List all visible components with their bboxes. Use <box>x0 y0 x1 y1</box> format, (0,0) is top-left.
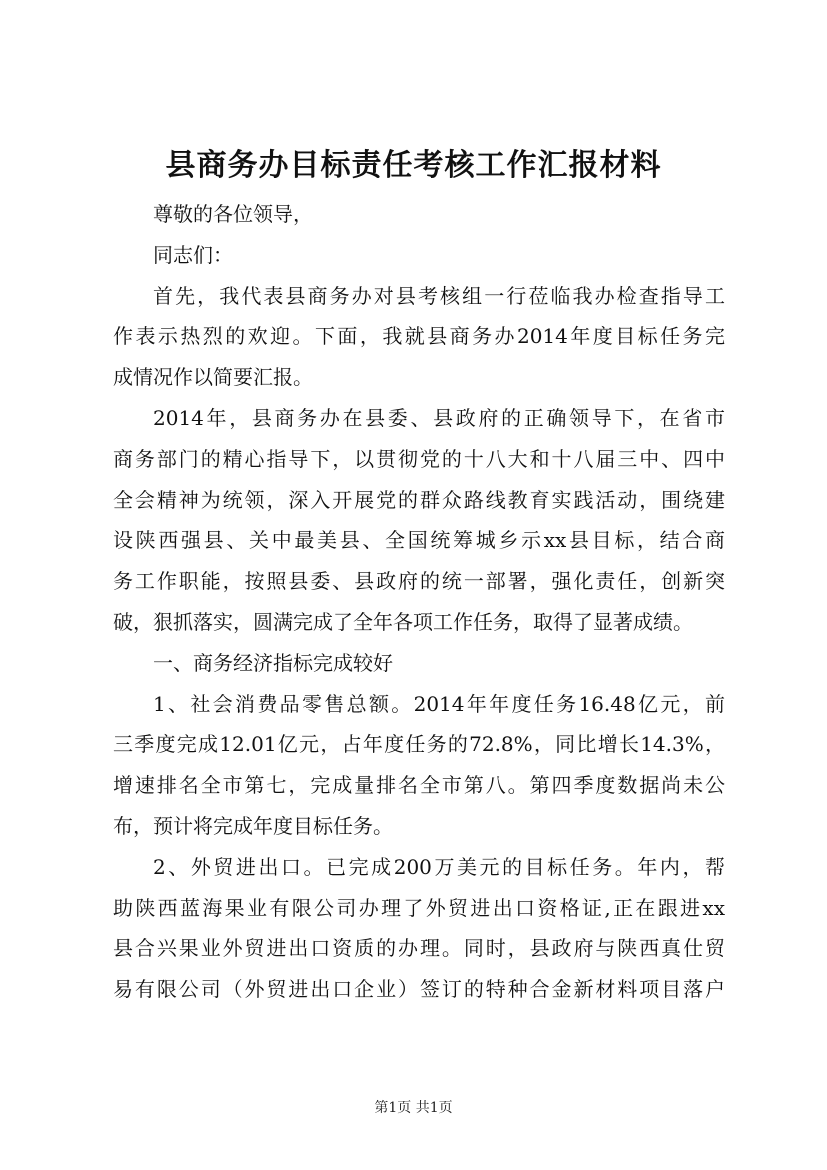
text-line: 助陕西蓝海果业有限公司办理了外贸进出口资格证,正在跟进xx <box>113 895 725 920</box>
text-line: 增速排名全市第七，完成量排名全市第八。第四季度数据尚未公 <box>113 773 725 798</box>
text-line: 首先，我代表县商务办对县考核组一行莅临我办检查指导工 <box>153 283 725 308</box>
text-line: 2、外贸进出口。已完成200万美元的目标任务。年内，帮 <box>153 854 725 879</box>
text-line: 成情况作以简要汇报。 <box>113 365 313 390</box>
text-line: 商务部门的精心指导下，以贯彻党的十八大和十八届三中、四中 <box>113 446 725 471</box>
text-line: 务工作职能，按照县委、县政府的统一部署，强化责任，创新突 <box>113 569 725 594</box>
section-heading: 一、商务经济指标完成较好 <box>153 650 393 675</box>
text-line: 1、社会消费品零售总额。2014年年度任务16.48亿元，前 <box>153 691 725 716</box>
text-line: 全会精神为统领，深入开展党的群众路线教育实践活动，围绕建 <box>113 487 725 512</box>
document-body <box>113 194 725 1010</box>
text-line: 尊敬的各位领导， <box>153 202 313 226</box>
text-line: 布，预计将完成年度目标任务。 <box>113 813 393 838</box>
document-title: 县商务办目标责任考核工作汇报材料 <box>165 148 662 183</box>
text-line: 县合兴果业外贸进出口资质的办理。同时，县政府与陕西真仕贸 <box>113 936 725 961</box>
text-line: 三季度完成12.01亿元，占年度任务的72.8%，同比增长14.3%， <box>113 732 725 757</box>
text-line: 易有限公司（外贸进出口企业）签订的特种合金新材料项目落户 <box>113 977 725 1002</box>
page-number-footer: 第1页 共1页 <box>374 1100 453 1116</box>
text-line: 破，狠抓落实，圆满完成了全年各项工作任务，取得了显著成绩。 <box>113 609 693 634</box>
text-line: 作表示热烈的欢迎。下面，我就县商务办2014年度目标任务完 <box>113 324 725 349</box>
text-line: 2014年，县商务办在县委、县政府的正确领导下，在省市 <box>153 405 725 430</box>
text-line: 设陕西强县、关中最美县、全国统筹城乡示xx县目标，结合商 <box>113 528 725 553</box>
text-line: 同志们： <box>153 242 233 267</box>
